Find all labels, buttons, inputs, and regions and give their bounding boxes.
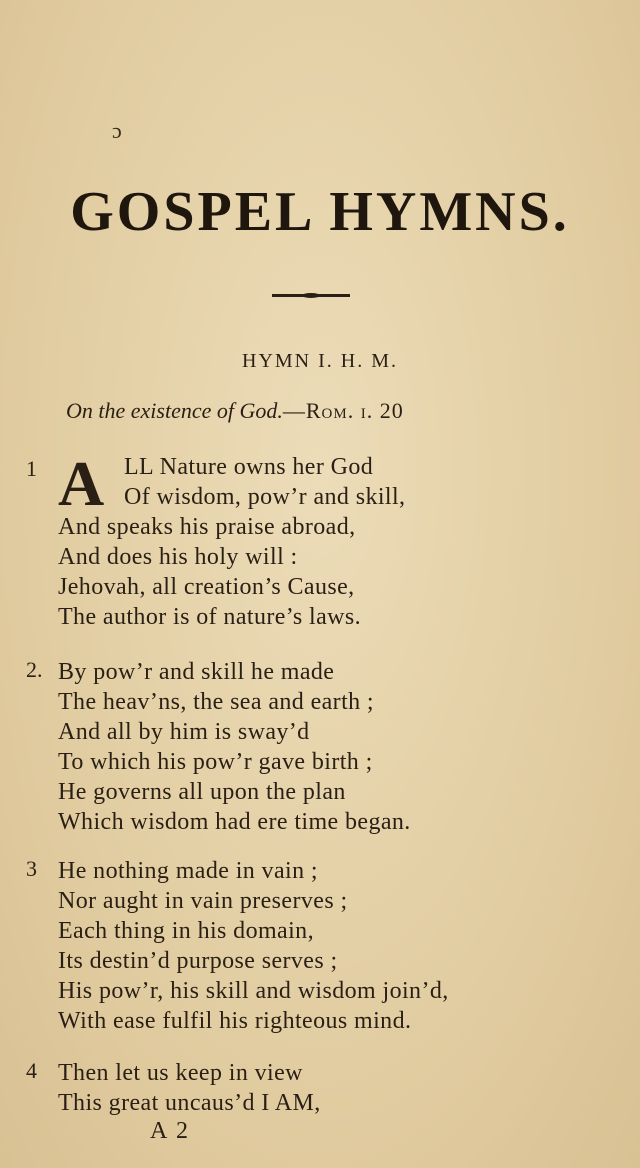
verse-line: The author is of nature’s laws. — [58, 604, 361, 630]
verse-4 — [26, 1058, 321, 1118]
verse-number: 4 — [26, 1058, 37, 1083]
verse-line: He nothing made in vain ; — [58, 858, 318, 884]
verse-3 — [26, 856, 449, 1036]
verse-number: 2. — [26, 657, 43, 682]
verse-line: By pow’r and skill he made — [58, 659, 335, 685]
verse-line: Jehovah, all creation’s Cause, — [58, 574, 355, 600]
drop-cap: A — [58, 448, 105, 519]
hymn-subtitle — [66, 398, 404, 424]
verse-1 — [26, 448, 406, 632]
verse-number: 1 — [26, 456, 37, 481]
verse-2 — [26, 657, 411, 837]
verse-line: To which his pow’r gave birth ; — [58, 749, 373, 775]
verse-line: LL Nature owns her God — [124, 454, 374, 480]
verse-line: His pow’r, his skill and wisdom join’d, — [58, 978, 449, 1004]
subtitle-text: On the existence of God. — [66, 398, 283, 423]
verse-line: And all by him is sway’d — [58, 719, 310, 745]
signature-mark: A 2 — [150, 1118, 191, 1144]
verse-line: Which wisdom had ere time began. — [58, 809, 411, 835]
verse-line: Then let us keep in view — [58, 1060, 303, 1086]
scripture-reference: —Rom. i. 20 — [282, 398, 404, 423]
verse-number: 3 — [26, 856, 37, 881]
verse-line: And does his holy will : — [58, 544, 298, 570]
verse-line: Of wisdom, pow’r and skill, — [124, 484, 406, 510]
hymn-heading: HYMN I. H. M. — [242, 350, 398, 372]
ornamental-rule — [272, 294, 350, 297]
verse-line: Its destin’d purpose serves ; — [58, 948, 338, 974]
page-title: GOSPEL HYMNS. — [70, 181, 570, 243]
verse-line: Each thing in his domain, — [58, 918, 314, 944]
verse-line: And speaks his praise abroad, — [58, 514, 356, 540]
verse-line: This great uncaus’d I AM, — [58, 1090, 321, 1116]
verse-line: With ease fulfil his righteous mind. — [58, 1008, 412, 1034]
verse-line: The heav’ns, the sea and earth ; — [58, 689, 374, 715]
printer-mark: ɔ — [112, 118, 122, 143]
verse-line: Nor aught in vain preserves ; — [58, 888, 348, 914]
verse-line: He governs all upon the plan — [58, 779, 346, 805]
